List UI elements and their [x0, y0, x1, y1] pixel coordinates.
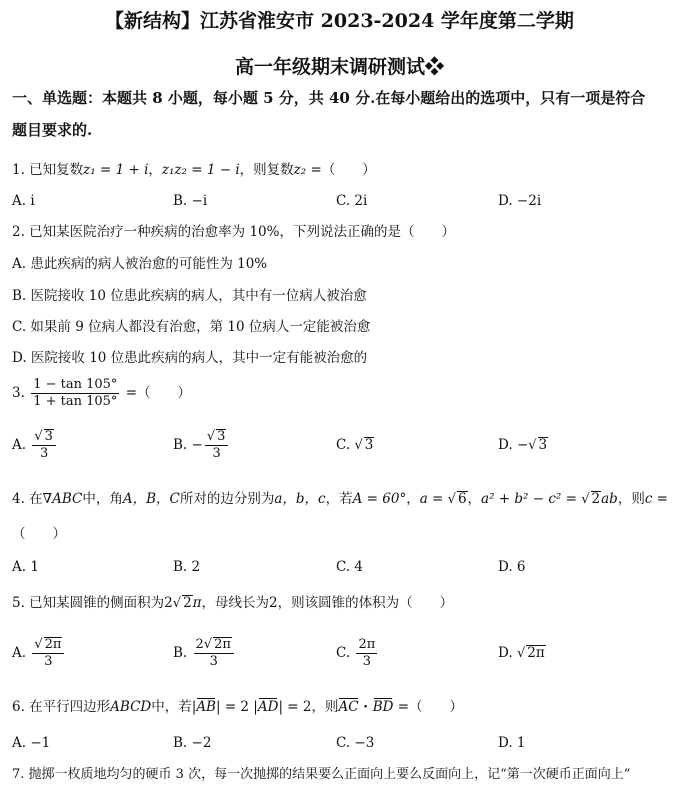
q6-option-a: A. −1: [12, 735, 51, 751]
q4-p7: ，则: [617, 491, 645, 507]
q6-vector-ac: AC: [338, 699, 359, 715]
q4-angles: A，B，C: [122, 491, 180, 507]
q5-option-a: [12, 634, 66, 672]
q4-cond2: a =: [419, 491, 444, 507]
q4-p4: ，若: [325, 491, 353, 507]
q5-option-a-label: A.: [12, 645, 27, 661]
radical-icon: √: [34, 429, 43, 444]
q3-option-a-label: A.: [12, 437, 27, 453]
q3-option-a-radicand: 3: [44, 429, 53, 444]
q6-e1: |: [191, 699, 197, 715]
q3-option-b-denominator: 3: [212, 446, 221, 461]
q1-z1: z₁ = 1 + i: [83, 162, 149, 178]
q5-area-pi: π: [192, 595, 202, 611]
q5-option-c-numerator: 2π: [358, 637, 376, 652]
q3-option-b-sign: −: [191, 437, 203, 453]
q1-z2: z₂: [293, 162, 307, 178]
radical-icon: √: [516, 646, 526, 661]
q3-option-b-fraction: [205, 429, 229, 462]
exam-title-line2: 高一年级期末调研测试❖: [234, 56, 444, 78]
q4-p6: ，: [467, 491, 482, 507]
q4-p8: =: [652, 491, 668, 507]
q4-option-a: A. 1: [12, 559, 39, 575]
q3-fraction-numerator: 1 − tan 105°: [33, 377, 118, 392]
q3-option-d-sign: −: [516, 437, 529, 453]
q6-dot-operator: ·: [358, 699, 373, 715]
q2-option-a: A. 患此疾病的病人被治愈的可能性为 10%: [12, 256, 268, 272]
q4-cond2-radicand: 6: [457, 491, 467, 507]
q4-p5: ，: [406, 491, 420, 507]
q5-option-c-fraction: [356, 637, 377, 670]
q3-number: 3.: [12, 385, 25, 401]
q1-option-b: B. −i: [173, 193, 208, 209]
q4-cond3-radicand: 2: [591, 491, 601, 507]
q5-option-b-radicand: 2π: [214, 637, 231, 652]
radical-icon: √: [34, 637, 43, 652]
exam-title-line1: 【新结构】江苏省淮安市 2023-2024 学年度第二学期: [105, 10, 574, 32]
q3-option-d: [498, 426, 548, 465]
q5-length: 2: [269, 595, 278, 611]
q3-end: =（ ）: [125, 385, 192, 401]
q3-option-d-radicand: 3: [538, 437, 548, 453]
q5-option-b-fraction: [194, 637, 234, 670]
radical-icon: √: [447, 492, 456, 507]
q6-e2: | = 2 |: [215, 699, 258, 715]
q6-option-d: D. 1: [498, 735, 526, 751]
q1-option-c: C. 2i: [336, 193, 368, 209]
q6-e3: | = 2: [278, 699, 312, 715]
q5-p3: ，则该圆锥的体积为（ ）: [277, 595, 454, 611]
q4-p2: 中，角: [82, 491, 123, 507]
q6-p3: ，则: [311, 699, 339, 715]
q6-option-b: B. −2: [173, 735, 212, 751]
q3-option-a-fraction: [32, 429, 56, 462]
q1-mid: ，: [148, 162, 162, 178]
q5-option-a-radicand: 2π: [44, 637, 62, 652]
q5-p2: ，母线长为: [201, 595, 270, 611]
q3-option-a: [12, 426, 58, 464]
question-3-stem: [12, 374, 191, 412]
q5-option-b: [173, 634, 236, 672]
radical-icon: √: [172, 596, 182, 611]
q1-z1z2: z₁z₂ = 1 − i: [161, 162, 240, 178]
q5-area-radicand: 2: [183, 595, 192, 611]
q4-p3: 所对的边分别为: [179, 491, 275, 507]
q1-prefix: 1. 已知复数: [12, 162, 84, 178]
q5-option-a-denominator: 3: [44, 654, 53, 669]
q4-triangle: ∇ABC: [42, 491, 83, 507]
radical-icon: √: [581, 492, 590, 507]
q3-option-a-denominator: 3: [39, 446, 49, 461]
q4-option-d: D. 6: [498, 559, 526, 575]
q1-option-d: D. −2i: [498, 193, 542, 209]
q3-option-b-label: B.: [173, 437, 188, 453]
question-6-stem: [12, 697, 463, 717]
q5-option-b-coef: 2: [195, 637, 204, 652]
q6-p1: 6. 在平行四边形: [12, 699, 111, 715]
q4-cond3-tail: ab: [601, 491, 618, 507]
question-4-stem: [12, 489, 668, 510]
q5-option-b-denominator: 3: [209, 654, 218, 669]
question-2-stem: 2. 已知某医院治疗一种疾病的治愈率为 10%，下列说法正确的是（ ）: [12, 224, 455, 240]
radical-icon: √: [203, 637, 213, 652]
section1-heading-line1: 一、单选题：本题共 8 小题，每小题 5 分，共 40 分.在每小题给出的选项中，只有一项是符合: [12, 89, 646, 107]
question-5-stem: [12, 593, 453, 614]
q5-option-c: [336, 634, 379, 672]
q1-end: =（ ）: [306, 162, 376, 178]
q4-cond1: A = 60°: [352, 491, 407, 507]
radical-icon: √: [206, 429, 216, 444]
q6-option-c: C. −3: [336, 735, 375, 751]
section1-heading-line2: 题目要求的.: [12, 121, 93, 139]
q3-fraction-denominator: 1 + tan 105°: [33, 394, 118, 409]
q6-p4: =（ ）: [393, 699, 464, 715]
q4-option-c: C. 4: [336, 559, 364, 575]
q2-option-b: B. 医院接收 10 位患此疾病的病人，其中有一位病人被治愈: [12, 288, 367, 304]
q5-option-b-label: B.: [173, 645, 188, 661]
q3-option-b: [173, 426, 230, 464]
q3-option-c: [336, 426, 374, 465]
q1-option-a: A. i: [12, 193, 35, 209]
q4-option-b: B. 2: [173, 559, 201, 575]
q6-vector-ab: AB: [196, 699, 216, 715]
q5-area-coef: 2: [164, 595, 173, 611]
q6-quadrilateral: ABCD: [110, 699, 152, 715]
q6-vector-bd: BD: [372, 699, 394, 715]
q1-suffix: ，则复数: [239, 162, 294, 178]
q5-option-c-denominator: 3: [362, 654, 371, 669]
q4-sides: a，b，c: [274, 491, 326, 507]
q3-option-b-radicand: 3: [217, 429, 226, 444]
q2-option-d: D. 医院接收 10 位患此疾病的病人，其中一定有能被治愈的: [12, 350, 368, 366]
q4-cond3: a² + b² − c² =: [481, 491, 577, 507]
question-1-stem: [12, 160, 376, 180]
question-7-stem: 7. 抛掷一枚质地均匀的硬币 3 次，每一次抛掷的结果要么正面向上要么反面向上，记“第一次硬币正面向上”: [12, 767, 631, 782]
q3-option-c-label: C.: [336, 437, 351, 453]
q5-option-d-radicand: 2π: [527, 645, 545, 661]
q3-option-d-label: D.: [498, 437, 513, 453]
q4-c-variable: c: [644, 491, 653, 507]
q4-p1: 4. 在: [12, 491, 43, 507]
radical-icon: √: [528, 438, 537, 453]
q5-option-d-label: D.: [498, 645, 513, 661]
q5-option-d: [498, 634, 546, 673]
q2-option-c: C. 如果前 9 位病人都没有治愈，第 10 位病人一定能被治愈: [12, 319, 371, 335]
q4-answer-bracket: （ ）: [12, 526, 66, 542]
q6-p2: 中，若: [151, 699, 192, 715]
q5-option-a-fraction: [32, 637, 64, 670]
q5-option-c-label: C.: [336, 645, 351, 661]
q3-option-c-radicand: 3: [364, 437, 374, 453]
q6-vector-ad: AD: [257, 699, 279, 715]
q3-fraction: [31, 377, 119, 410]
q5-p1: 5. 已知某圆锥的侧面积为: [12, 595, 165, 611]
radical-icon: √: [354, 438, 363, 453]
